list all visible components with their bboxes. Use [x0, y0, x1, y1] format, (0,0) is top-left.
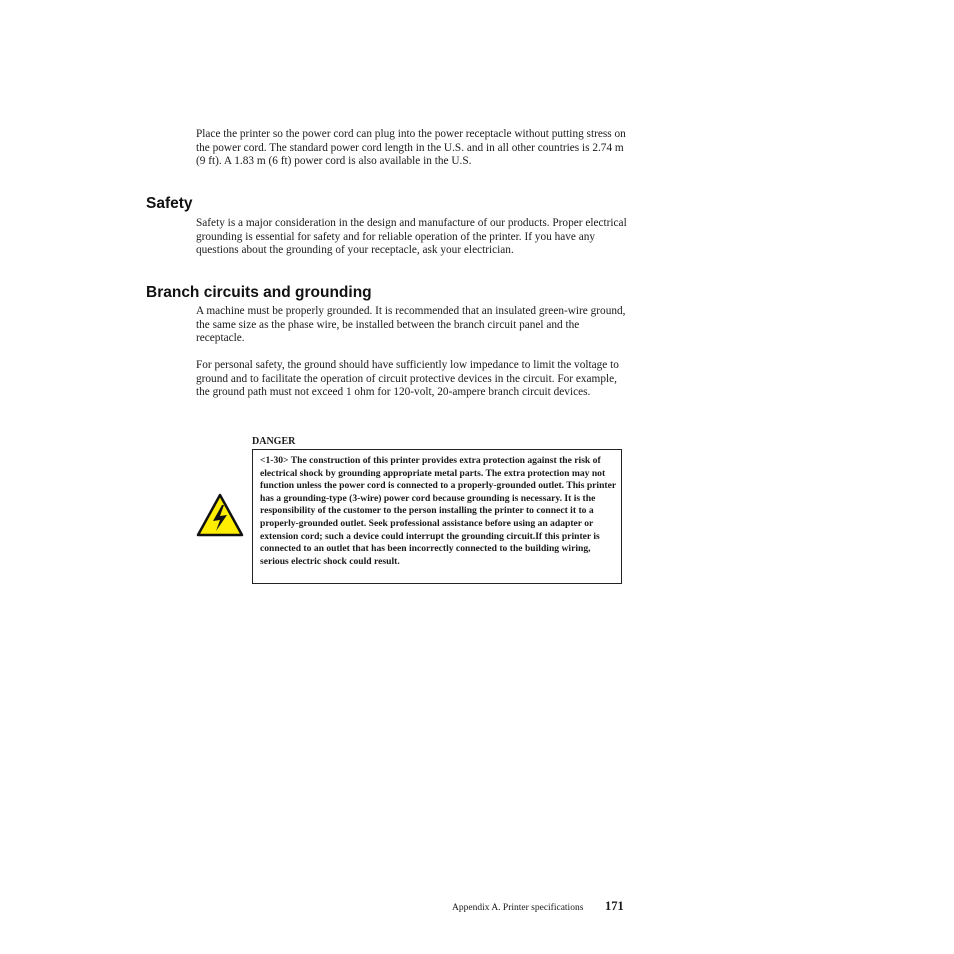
footer-section-title: Appendix A. Printer specifications — [452, 903, 584, 913]
branch-circuits-heading: Branch circuits and grounding — [146, 284, 372, 301]
electrical-hazard-icon — [196, 493, 244, 537]
safety-paragraph: Safety is a major consideration in the design and manufacture of our products. Proper electrical grounding is essential for safety and for reliable operation of the printer. If you have any questions about the grounding of your receptacle, ask your electrician. — [196, 217, 627, 257]
safety-heading: Safety — [146, 195, 193, 212]
danger-label: DANGER — [252, 436, 296, 447]
page-number: 171 — [605, 899, 624, 913]
danger-notice-box — [252, 449, 622, 584]
intro-paragraph: Place the printer so the power cord can plug into the power receptacle without putting stress on the power cord. The standard power cord length in the U.S. and in all other countries is 2.74 m (9 ft). A 1.83 m (6 ft) power cord is also available in the U.S. — [196, 128, 626, 168]
danger-notice-text: <1-30> The construction of this printer provides extra protection against the risk of electrical shock by grounding appropriate metal parts. The extra protection may not function unless the power cord is connected to a properly-grounded outlet. This printer has a grounding-type (3-wire) power cord because grounding is necessary. It is the responsibility of the customer to the person installing the printer to connect it to a properly-grounded outlet. Seek professional assistance before using an adapter or extension cord; such a device could interrupt the grounding circuit.If this printer is connected to an outlet that has been incorrectly connected to the building wiring, serious electric shock could result. — [260, 455, 616, 567]
branch-paragraph-2: For personal safety, the ground should have sufficiently low impedance to limit the voltage to ground and to facilitate the operation of circuit protective devices in the circuit. For example, the ground path must not exceed 1 ohm for 120-volt, 20-ampere branch circuit devices. — [196, 359, 619, 399]
branch-paragraph-1: A machine must be properly grounded. It is recommended that an insulated green-wire ground, the same size as the phase wire, be installed between the branch circuit panel and the receptacle. — [196, 305, 626, 345]
